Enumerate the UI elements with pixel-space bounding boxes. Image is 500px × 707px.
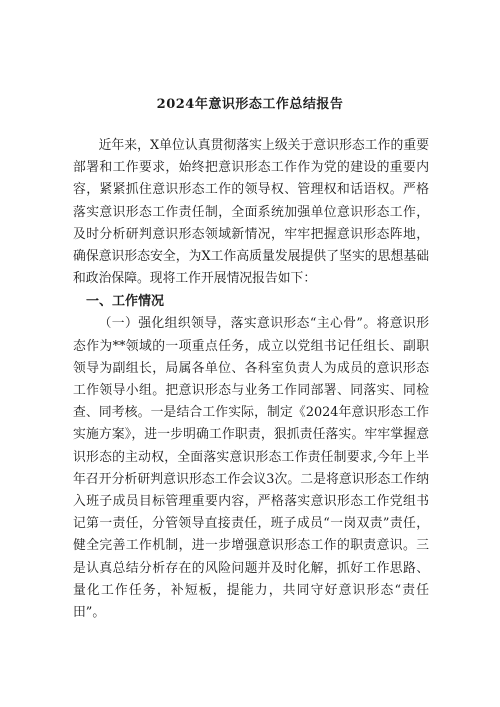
- document-body: [73, 135, 429, 624]
- intro-paragraph: 近年来，X单位认真贯彻落实上级关于意识形态工作的重要部署和工作要求，始终把意识形态工作作为党的建设的重要内容，紧紧抓住意识形态工作的领导权、管理权和话语权。严格落实意识形态工作责任制，全面系统加强单位意识形态工作，及时分析研判意识形态领域新情况，牢牢把握意识形态阵地，确保意识形态安全，为X工作高质量发展提供了坚实的思想基础和政治保障。现将工作开展情况报告如下：: [73, 138, 429, 287]
- section-paragraph: （一）强化组织领导，落实意识形态“主心骨”。将意识形态作为**领域的一项重点任务，成立以党组书记任组长、副职领导为副组长，局属各单位、各科室负责人为成员的意识形态工作领导小组。把意识形态与业务工作同部署、同落实、同检查、同考核。一是结合工作实际，制定《2024年意识形态工作实施方案》，进一步明确工作职责，狠抓责任落实。牢牢掌握意识形态的主动权，全面落实意识形态工作责任制要求,今年上半年召开分析研判意识形态工作会议3次。二是将意识形态工作纳入班子成员目标管理重要内容，严格落实意识形态工作党组书记第一责任，分管领导直接责任，班子成员“一岗双责”责任，健全完善工作机制，进一步增强意识形态工作的职责意识。三是认真总结分析存在的风险问题并及时化解，抓好工作思路、量化工作任务，补短板，提能力，共同守好意识形态“责任田”。: [73, 316, 429, 621]
- section-heading: 一、工作情况: [86, 294, 165, 310]
- document-title: 2024年意识形态工作总结报告: [156, 97, 344, 112]
